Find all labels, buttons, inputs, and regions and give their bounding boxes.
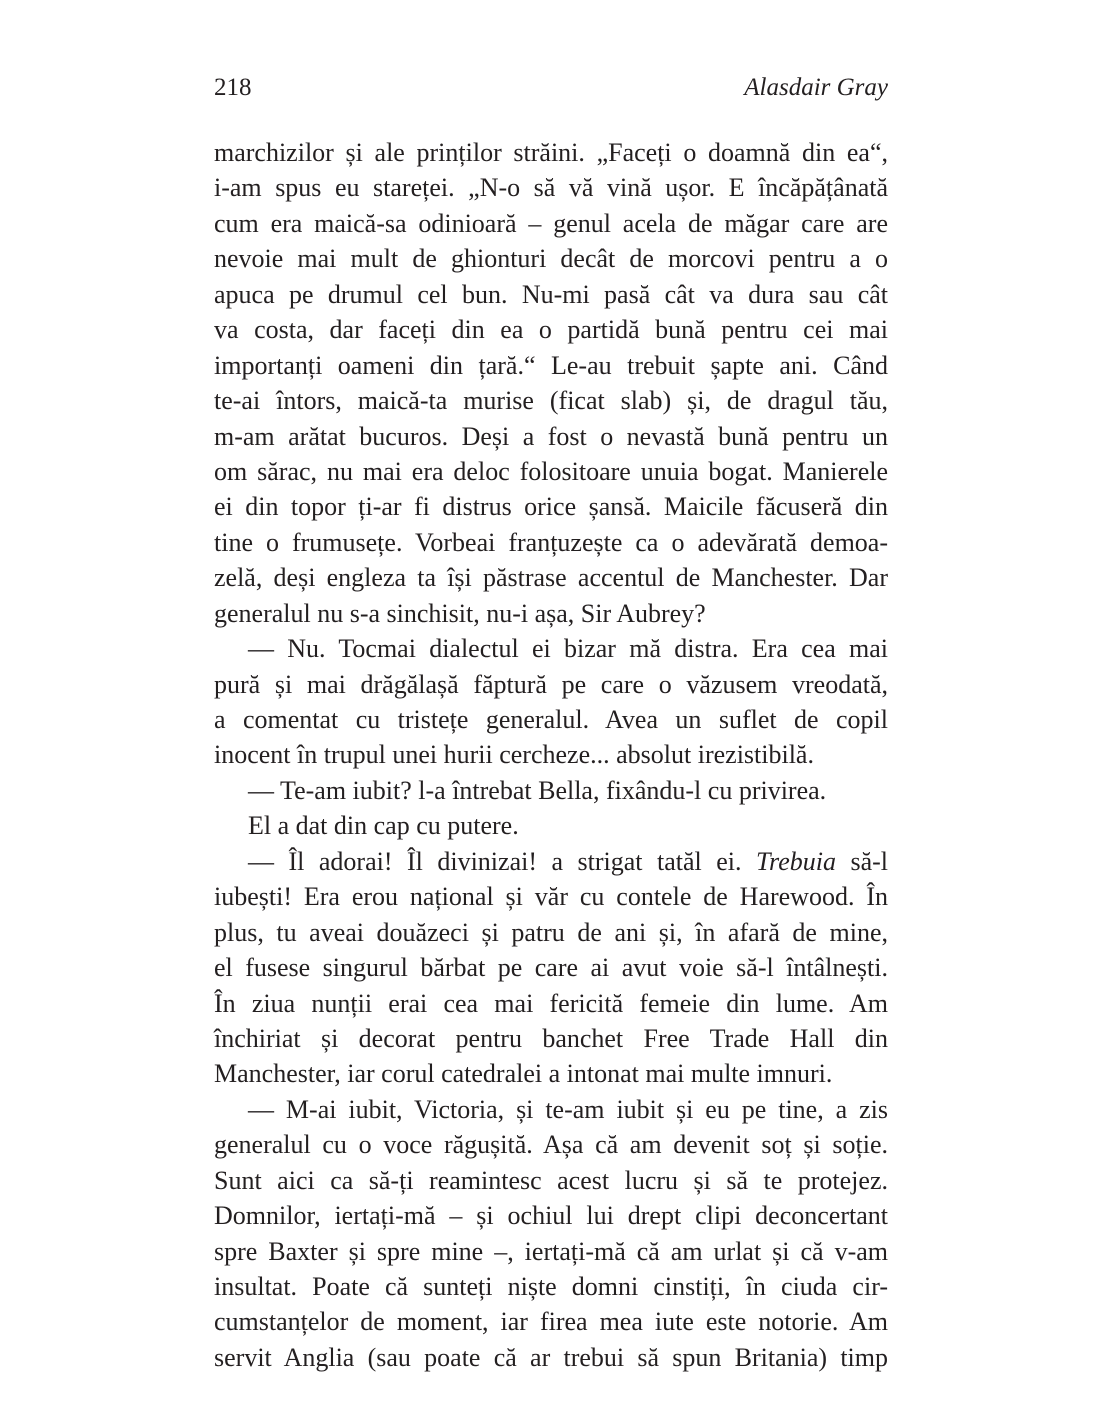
text-line: Sunt aici ca să-ți reamintesc acest lucru și să te protejez. (214, 1165, 888, 1195)
running-head (214, 74, 888, 106)
text-line: tine o frumusețe. Vorbeai franțuzește ca o adevărată demoa- (214, 527, 888, 557)
text-line: el fusese singurul bărbat pe care ai avut voie să-l întâlnești. (214, 953, 888, 983)
text-line: iubești! Era erou național și văr cu contele de Harewood. În (214, 882, 888, 912)
text-line: va costa, dar faceți din ea o partidă bună pentru cei mai (214, 315, 888, 345)
text-line: i-am spus eu stareței. „N-o să vă vină ușor. E încăpățânată (214, 173, 888, 203)
text-line: În ziua nunții erai cea mai fericită femeie din lume. Am (214, 988, 888, 1018)
text-line: te-ai întors, maică-ta murise (ficat slab) și, de dragul tău, (214, 386, 888, 416)
text-line: nevoie mai mult de ghionturi decât de morcovi pentru a o (214, 244, 888, 274)
text-line: marchizilor și ale prinților străini. „Faceți o doamnă din ea“, (214, 138, 888, 167)
text-line: importanți oameni din țară.“ Le-au trebuit șapte ani. Când (214, 350, 888, 380)
text-line: om sărac, nu mai era deloc folositoare unuia bogat. Manierele (214, 456, 888, 486)
text-line: apuca pe drumul cel bun. Nu-mi pasă cât va dura sau cât (214, 279, 888, 309)
text-line: servit Anglia (sau poate că ar trebui să spun Britania) timp (214, 1342, 888, 1372)
italic-emphasis: Trebuia (756, 846, 836, 876)
text-line (214, 844, 888, 879)
text-segment: — Îl adorai! Îl divinizai! a strigat tatăl ei. (248, 846, 757, 876)
text-line: — Nu. Tocmai dialectul ei bizar mă distra. Era cea mai (248, 634, 888, 664)
running-head-author: Alasdair Gray (744, 74, 888, 101)
text-line: m-am arătat bucuros. Deși a fost o nevastă bună pentru un (214, 421, 888, 451)
text-line: ei din topor ți-ar fi distrus orice șansă. Maicile făcuseră din (214, 492, 888, 522)
text-line: plus, tu aveai douăzeci și patru de ani și, în afară de mine, (214, 917, 888, 947)
text-line: a comentat cu tristețe generalul. Avea un suflet de copil (214, 705, 888, 734)
text-line: închiriat și decorat pentru banchet Free Trade Hall din (214, 1023, 888, 1053)
text-line: zelă, deși engleza ta își păstrase accentul de Manchester. Dar (214, 563, 888, 593)
text-line: insultat. Poate că sunteți niște domni cinstiți, în ciuda cir- (214, 1272, 888, 1301)
text-line: — Te-am iubit? l-a întrebat Bella, fixându-l cu privirea. (248, 775, 827, 805)
text-line: — M-ai iubit, Victoria, și te-am iubit și eu pe tine, a zis (248, 1094, 888, 1124)
page-number: 218 (214, 74, 252, 101)
body-text (214, 135, 888, 1375)
text-line: El a dat din cap cu putere. (248, 811, 519, 841)
text-line: Manchester, iar corul catedralei a intonat mai multe imnuri. (214, 1059, 833, 1089)
text-line: cumstanțelor de moment, iar firea mea iute este notorie. Am (214, 1307, 888, 1337)
text-segment: să-l (835, 846, 889, 876)
text-line: Domnilor, iertați-mă – și ochiul lui drept clipi deconcertant (214, 1201, 888, 1231)
text-line: cum era maică-sa odinioară – genul acela de măgar care are (214, 208, 888, 238)
text-line: pură și mai drăgălașă făptură pe care o văzusem vreodată, (214, 669, 888, 699)
text-line: inocent în trupul unei hurii cercheze... absolut irezistibilă. (214, 740, 814, 770)
text-line: generalul nu s-a sinchisit, nu-i așa, Sir Aubrey? (214, 598, 706, 628)
text-line: spre Baxter și spre mine –, iertați-mă că am urlat și că v-am (214, 1236, 888, 1266)
text-line: generalul cu o voce răgușită. Așa că am devenit soț și soție. (214, 1130, 888, 1160)
